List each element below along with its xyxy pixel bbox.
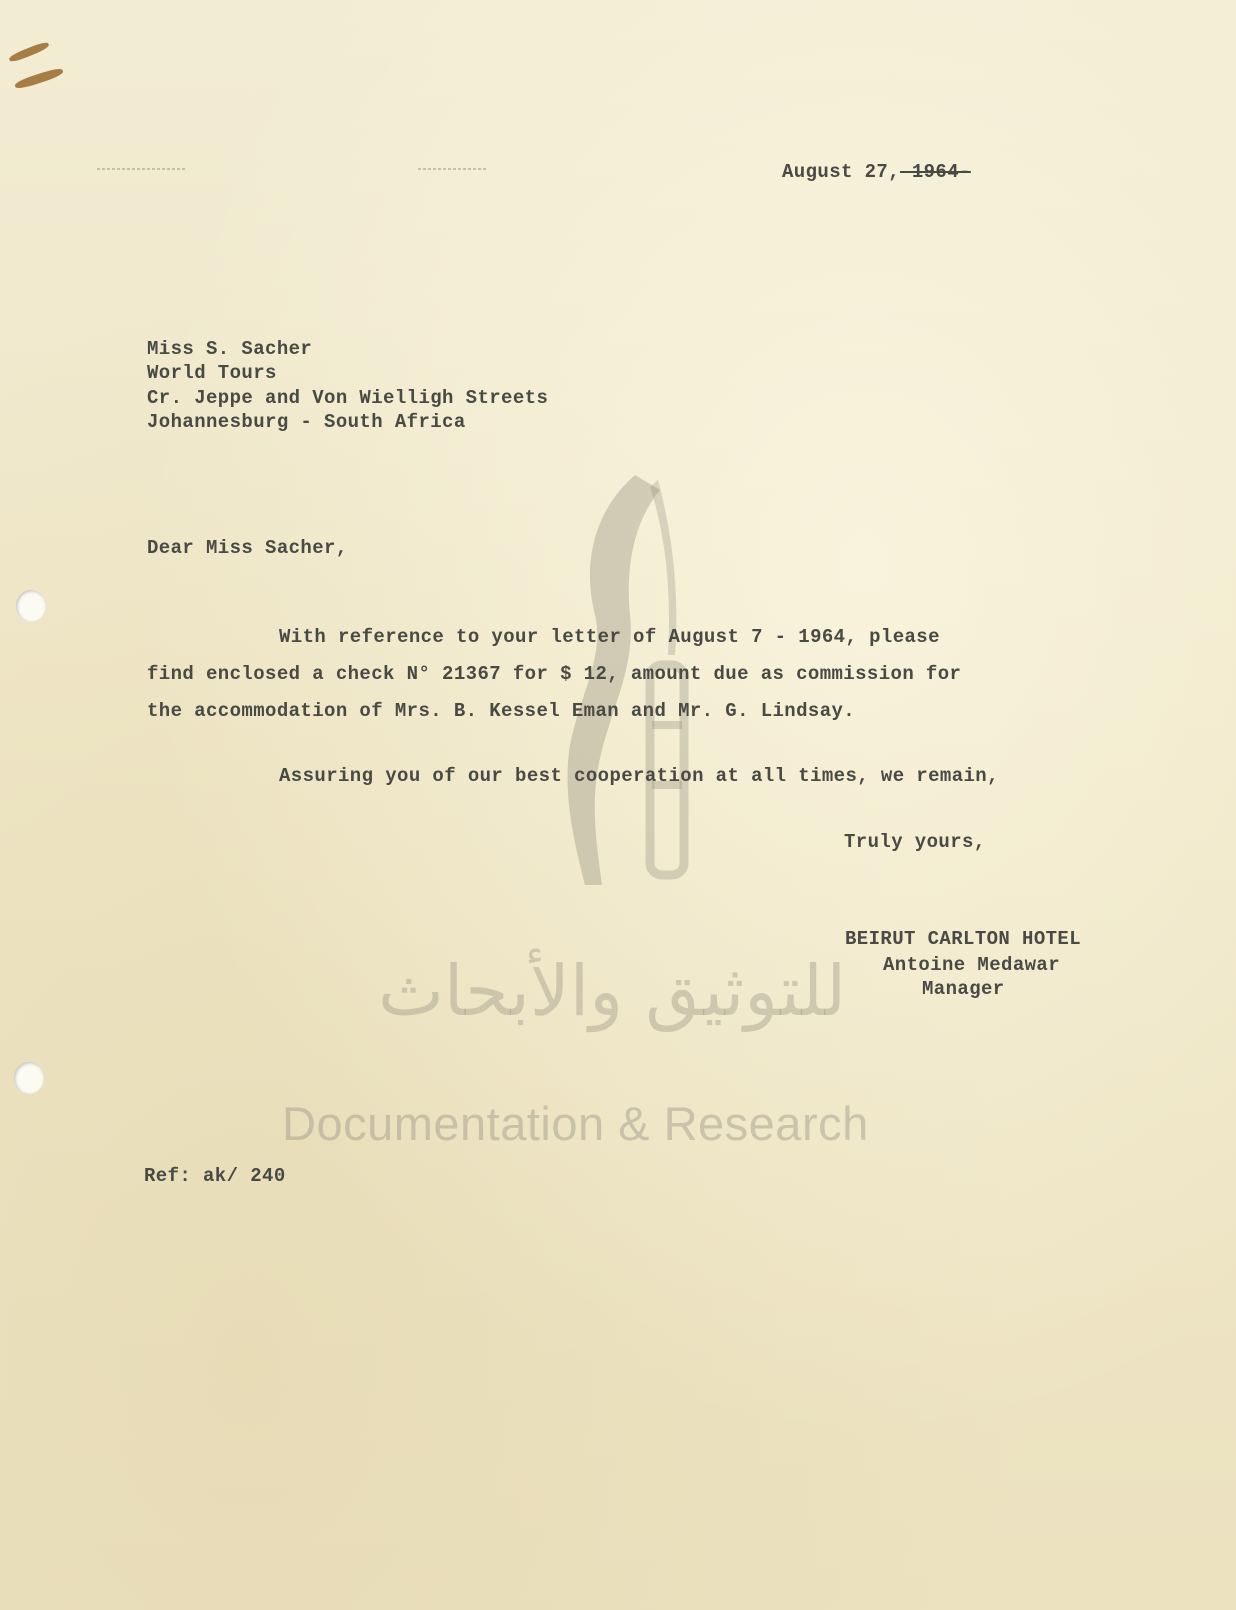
letter-date: [782, 160, 971, 184]
body-line: find enclosed a check N° 21367 for $ 12, amount due as commission for: [147, 663, 962, 685]
date-text: August 27,: [782, 161, 901, 183]
body-line: With reference to your letter of August 7 - 1964, please: [279, 626, 940, 648]
recipient-city: Johannesburg - South Africa: [147, 411, 466, 433]
signature-organization: BEIRUT CARLTON HOTEL: [845, 928, 1082, 950]
punch-hole: [14, 1062, 44, 1094]
rust-stain: [14, 66, 64, 90]
closing: Truly yours,: [844, 831, 986, 853]
watermark-latin-text: Documentation & Research: [282, 1097, 869, 1150]
punch-hole: [16, 590, 46, 622]
signature-name: Antoine Medawar: [883, 954, 1061, 976]
faint-rule: [97, 168, 187, 170]
recipient-name: Miss S. Sacher: [147, 338, 313, 360]
date-year-struck: 1964-: [900, 161, 971, 183]
recipient-company: World Tours: [147, 362, 277, 384]
body-line: the accommodation of Mrs. B. Kessel Eman and Mr. G. Lindsay.: [147, 700, 856, 722]
faint-rule: [418, 168, 488, 170]
signature-title: Manager: [922, 978, 1005, 1000]
reference-code: Ref: ak/ 240: [144, 1165, 286, 1187]
recipient-street: Cr. Jeppe and Von Wielligh Streets: [147, 387, 549, 409]
rust-stain: [8, 40, 50, 63]
watermark-arabic-text: للتوثيق والأبحاث: [377, 950, 847, 1032]
salutation: Dear Miss Sacher,: [147, 537, 348, 559]
body-line: Assuring you of our best cooperation at all times, we remain,: [279, 765, 999, 787]
